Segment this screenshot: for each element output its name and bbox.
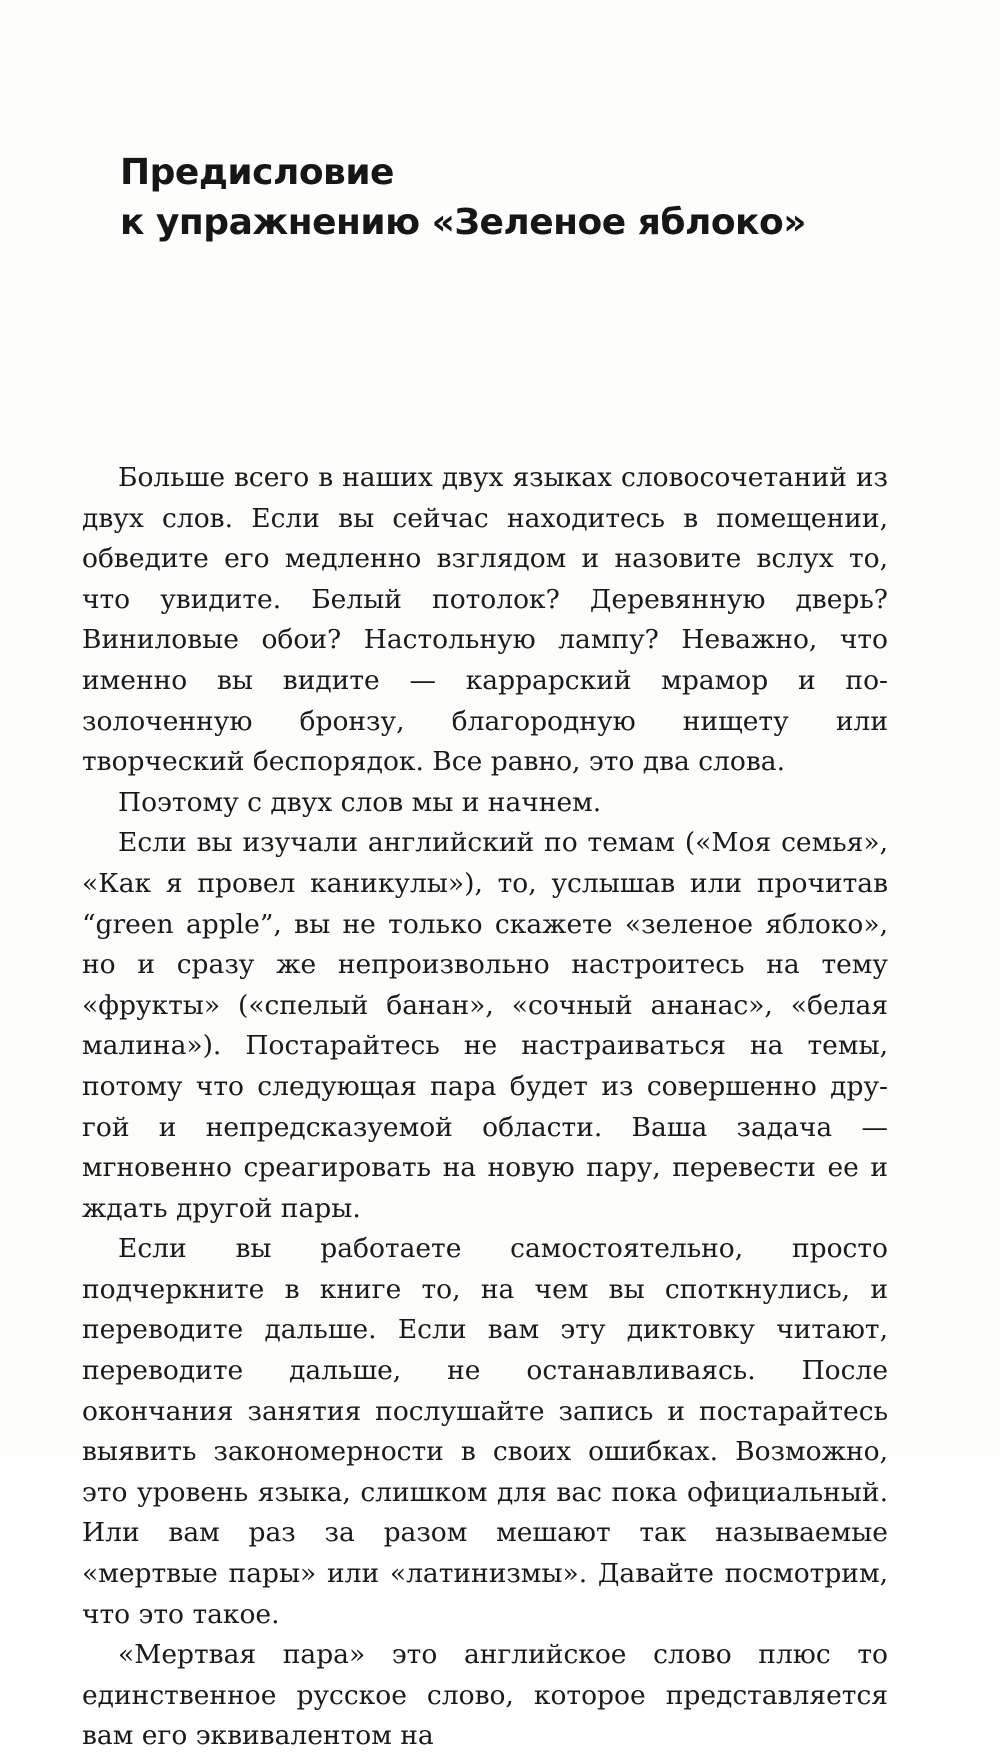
- paragraph-4: Если вы работаете самостоятельно, просто подчеркните в книге то, на чем вы споткнулись, и переводите дальше. Если вам эту диктовку читают, переводите дальше, не останавливаясь. После окончания занятия послушайте запись и постарайтесь выявить закономерности в своих ошибках. Возможно, это уровень языка, слишком для вас пока официальный. Или вам раз за разом мешают так называемые «мертвые пары» или «латинизмы». Давайте посмотрим, что это такое.: [82, 1233, 888, 1630]
- paragraph-2: Поэтому с двух слов мы и начнем.: [118, 786, 602, 818]
- paragraph-5: «Мертвая пара» это английское слово плюс то единственное русское слово, которое представляется вам его эквивалентом на: [82, 1639, 888, 1752]
- paragraph-3: Если вы изучали английский по темам («Моя семья», «Как я провел каникулы»), то, услышав или прочитав “green apple”, вы не только скажете «зеленое яблоко», но и сразу же непроизвольно настроитесь на тему «фрукты» («спелый банан», «сочный ананас», «белая малина»). Постарайтесь не настраиваться на темы, потому что следующая пара будет из совершенно другой и непредсказуемой области. Ваша задача — мгновенно среагировать на новую пару, перевести ее и ждать другой пары.: [82, 827, 888, 1224]
- paragraph-1: Больше всего в наших двух языках словосочетаний из двух слов. Если вы сейчас находитесь в помещении, обведите его медленно взглядом и назовите вслух то, что увидите. Белый потолок? Деревянную дверь? Виниловые обои? Настольную лампу? Неважно, что именно вы видите — каррарский мрамор и позолоченную бронзу, благородную нищету или творческий беспорядок. Все равно, это два слова.: [82, 462, 888, 778]
- body-text: [82, 458, 888, 1757]
- chapter-title-line-2: к упражнению «Зеленое яблоко»: [120, 202, 806, 243]
- chapter-title-line-1: Предисловие: [120, 152, 394, 193]
- chapter-title: [120, 148, 920, 248]
